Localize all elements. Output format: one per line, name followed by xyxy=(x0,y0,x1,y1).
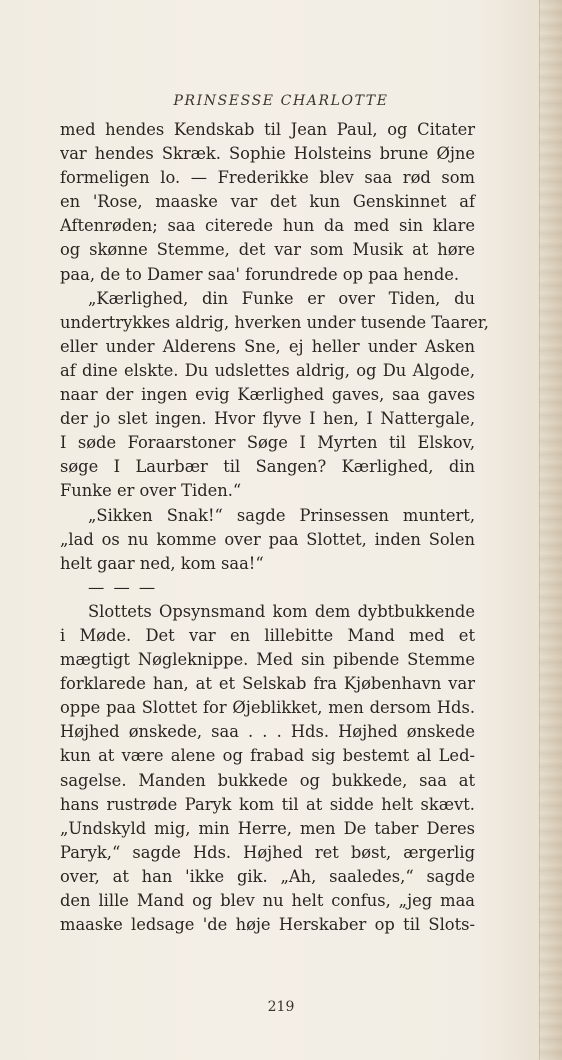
text-line: og skønne Stemme, det var som Musik at høre xyxy=(60,240,475,260)
text-line: — — — xyxy=(88,577,158,597)
body-text xyxy=(60,118,489,937)
text-line: en 'Rose, maaske var det kun Genskinnet af xyxy=(60,192,475,212)
text-line: med hendes Kendskab til Jean Paul, og Citater xyxy=(60,120,475,139)
text-line: sagelse. Manden bukkede og bukkede, saa at xyxy=(60,770,475,790)
text-line: formeligen lo. — Frederikke blev saa rød som xyxy=(60,168,475,188)
page-number: 219 xyxy=(267,999,295,1015)
text-line: eller under Alderens Sne, ej heller under Asken xyxy=(60,336,475,356)
text-line: Paryk,“ sagde Hds. Højhed ret bøst, ærgerlig xyxy=(60,842,475,862)
text-line: „lad os nu komme over paa Slottet, inden Solen xyxy=(60,529,475,549)
text-line: kun at være alene og frabad sig bestemt al Led- xyxy=(60,746,475,766)
text-line: forklarede han, at et Selskab fra Kjøbenhavn var xyxy=(60,674,475,694)
text-line: der jo slet ingen. Hvor flyve I hen, I Nattergale, xyxy=(60,409,475,429)
text-line: Aftenrøden; saa citerede hun da med sin klare xyxy=(60,216,475,236)
text-line: Slottets Opsynsmand kom dem dybtbukkende xyxy=(88,601,475,621)
text-line: naar der ingen evig Kærlighed gaves, saa gaves xyxy=(60,385,475,405)
text-line: oppe paa Slottet for Øjeblikket, men dersom Hds. xyxy=(60,698,475,718)
text-line: paa, de to Damer saa' forundrede op paa hende. xyxy=(60,264,460,284)
page-edge xyxy=(539,0,562,1060)
text-line: maaske ledsage 'de høje Herskaber op til Slots- xyxy=(60,915,475,935)
text-line: søge I Laurbær til Sangen? Kærlighed, din xyxy=(60,457,475,477)
text-line: „Sikken Snak!“ sagde Prinsessen muntert, xyxy=(88,505,475,525)
text-line: undertrykkes aldrig, hverken under tusende Taarer, xyxy=(60,312,489,332)
text-line: var hendes Skræk. Sophie Holsteins brune Øjne xyxy=(60,144,475,164)
text-line: Højhed ønskede, saa . . . Hds. Højhed ønskede xyxy=(60,722,475,742)
text-line: mægtigt Nøgleknippe. Med sin pibende Stemme xyxy=(60,650,475,670)
text-line: „Kærlighed, din Funke er over Tiden, du xyxy=(88,288,475,308)
text-line: den lille Mand og blev nu helt confus, „jeg maa xyxy=(60,891,475,910)
text-line: i Møde. Det var en lillebitte Mand med et xyxy=(60,625,475,645)
text-line: helt gaar ned, kom saa!“ xyxy=(60,553,264,573)
text-line: over, at han 'ikke gik. „Ah, saaledes,“ sagde xyxy=(60,866,475,886)
text-line: Funke er over Tiden.“ xyxy=(60,481,242,501)
text-line: „Undskyld mig, min Herre, men De taber Deres xyxy=(60,818,475,838)
running-header: PRINSESSE CHARLOTTE xyxy=(173,93,389,109)
text-line: I søde Foraarstoner Søge I Myrten til Elskov, xyxy=(60,433,475,453)
text-line: hans rustrøde Paryk kom til at sidde helt skævt. xyxy=(60,794,475,814)
text-line: af dine elskte. Du udslettes aldrig, og Du Algode, xyxy=(60,360,475,380)
